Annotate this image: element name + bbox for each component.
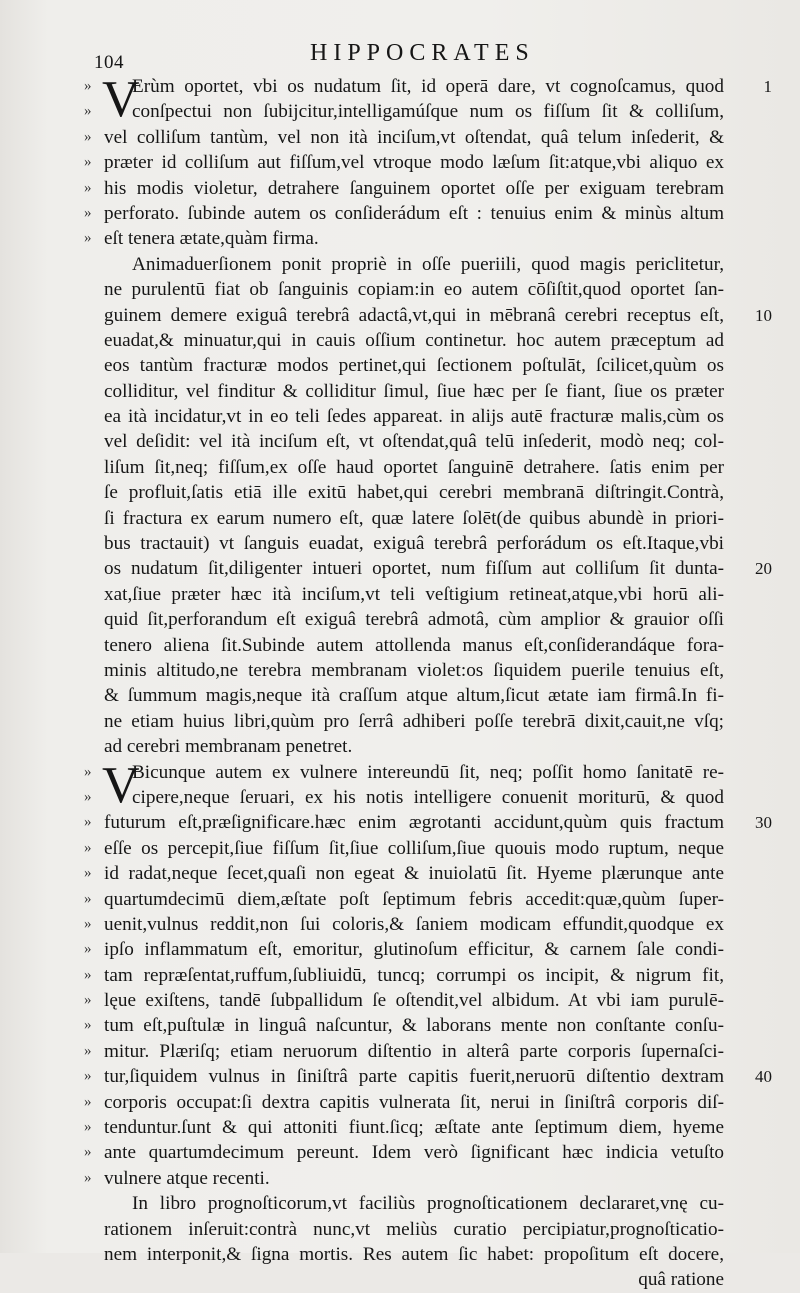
text-line	[104, 252, 724, 277]
page-number: 104	[94, 52, 124, 73]
quotation-mark: »	[84, 103, 92, 120]
text-line	[84, 861, 724, 886]
text-line	[84, 1039, 724, 1064]
text-line	[104, 1267, 724, 1292]
line-text: tur,ſiquidem vulnus in ſiniſtrâ parte capitis fuerit,neruorū diſtentio dextram	[104, 1066, 724, 1088]
quotation-mark: »	[84, 788, 92, 805]
text-line	[104, 480, 724, 505]
quotation-mark: »	[84, 1144, 92, 1161]
running-title: HIPPOCRATES	[310, 40, 535, 66]
line-text: vel deſidit: vel ità inciſum eſt, vt oſtendat,quâ telū inſederit, modò neq; col-	[104, 431, 724, 453]
text-line	[104, 455, 724, 480]
line-text: os nudatum ſit,diligenter intueri oportet, num fiſſum aut colliſum ſit dunta-	[104, 558, 724, 580]
text-line	[84, 988, 724, 1013]
text-line	[104, 303, 772, 328]
text-line	[84, 201, 724, 226]
quotation-mark: »	[84, 154, 92, 171]
quotation-mark: »	[84, 865, 92, 882]
text-line	[104, 531, 724, 556]
line-text: vel colliſum tantùm, vel non ità inciſum,vt oſtendat, quâ telum inſederit, &	[104, 126, 724, 148]
text-line	[104, 1242, 724, 1267]
text-line	[84, 226, 724, 251]
text-line	[84, 99, 724, 124]
quotation-mark: »	[84, 128, 92, 145]
line-text: tenero aliena ſit.Subinde autem attollenda manus eſt,conſiderandáque fora-	[104, 634, 724, 656]
text-line	[104, 607, 724, 632]
text-line	[84, 1013, 724, 1038]
line-number: 30	[755, 813, 772, 833]
text-line	[84, 1090, 724, 1115]
text-line	[84, 810, 772, 835]
text-line	[84, 1140, 724, 1165]
text-line	[104, 709, 724, 734]
quotation-mark: »	[84, 915, 92, 932]
line-text: & ſummum magis,neque ità craſſum atque altum,ſicut ætate iam firmâ.In fi-	[104, 685, 724, 707]
text-line	[104, 1217, 724, 1242]
text-line	[104, 404, 724, 429]
line-number: 1	[763, 77, 772, 96]
text-line	[104, 633, 724, 658]
body-text	[84, 71, 772, 1293]
quotation-mark: »	[84, 1042, 92, 1059]
quotation-mark: »	[84, 1017, 92, 1034]
line-text: quartumdecimū diem,æſtate poſt ſeptimum febris accedit:quæ,quùm ſuper-	[104, 888, 724, 910]
line-text: ea ità incidatur,vt in eo teli ſedes appareat. in alijs autē fracturæ malis,cùm os	[104, 406, 724, 428]
line-text: xat,ſiue præter hæc ità inciſum,vt teli veſtigium retineat,atque,vbi horū ali-	[104, 583, 724, 605]
text-line	[84, 125, 724, 150]
text-line	[104, 658, 724, 683]
line-text: tenduntur.ſunt & qui attoniti fiunt.ſicq; æſtate ante ſeptimum diem, hyeme	[104, 1117, 724, 1139]
line-text: ante quartumdecimum pereunt. Idem verò ſignificant hæc indicia vetuſto	[104, 1142, 724, 1164]
text-line	[84, 937, 724, 962]
text-line	[104, 353, 724, 378]
line-text: ne purulentū fiat ob ſanguinis copiam:in eo autem cōſiſtit,quod oportet ſan-	[104, 279, 724, 301]
text-line	[104, 429, 724, 454]
line-text: eſſe os percepit,ſiue fiſſum ſit,ſiue colliſum,ſiue quouis modo ruptum, neque	[104, 837, 724, 859]
quotation-mark: »	[84, 763, 92, 780]
line-number: 10	[755, 305, 772, 325]
text-line	[104, 379, 724, 404]
line-text: corporis occupat:ſi dextra capitis vulnerata ſit, nerui in ſiniſtrâ corporis diſ-	[104, 1091, 724, 1113]
text-line	[84, 176, 724, 201]
page-header	[94, 40, 734, 73]
initial-letter: V	[102, 71, 140, 128]
quotation-mark: »	[84, 230, 92, 247]
line-text: In libro prognoſticorum,vt faciliùs prognoſticationem declararet,vnę cu-	[132, 1193, 724, 1215]
text-line	[84, 912, 724, 937]
line-text: eos tantùm fracturæ modos pertinet,qui ſectionem poſtulāt, ſcilicet,quùm os	[104, 355, 724, 377]
text-line	[84, 963, 724, 988]
line-text: præter id colliſum aut fiſſum,vel vtroque modo læſum ſit:atque,vbi aliquo ex	[104, 152, 724, 174]
text-line	[104, 556, 772, 581]
line-text: euadat,& minuatur,qui in cauis oſſium continetur. hoc autem præceptum ad	[104, 329, 724, 351]
line-text: uenit,vulnus reddit,non ſui coloris,& ſaniem modicam effundit,quodque ex	[104, 913, 724, 935]
quotation-mark: »	[84, 839, 92, 856]
quotation-mark: »	[84, 1169, 92, 1186]
line-text: vulnere atque recenti.	[104, 1167, 270, 1189]
line-text: Erùm oportet, vbi os nudatum ſit, id operā dare, vt cognoſcamus, quod	[132, 76, 724, 97]
text-line	[104, 683, 724, 708]
line-text: lęue exiſtens, tandē ſubpallidum ſe oſtendit,vel albidum. At vbi iam purulē-	[104, 990, 724, 1012]
text-line	[104, 506, 724, 531]
line-text: his modis violetur, detrahere ſanguinem oportet oſſe per exiguam terebram	[104, 177, 724, 199]
line-text: nem interponit,& ſigna mortis. Res autem ſic habet: propoſitum eſt docere,	[104, 1243, 724, 1265]
line-text: futurum eſt,præſignificare.hæc enim ægrotanti accidunt,quùm quis fractum	[104, 812, 724, 834]
quotation-mark: »	[84, 992, 92, 1009]
line-text: mitur. Plæriſq; etiam neruorum diſtentio in alterâ parte corporis ſupernaſci-	[104, 1040, 724, 1062]
quotation-mark: »	[84, 966, 92, 983]
line-number: 20	[755, 559, 772, 579]
line-text: ne etiam huius libri,quùm pro ſerrâ adhiberi poſſe terebrā dixit,cauit,ne vſq;	[104, 710, 724, 732]
quotation-mark: »	[84, 890, 92, 907]
line-text: guinem demere exiguâ terebrâ adactâ,vt,qui in mēbranâ cerebri receptus eſt,	[104, 304, 724, 326]
text-line	[84, 785, 724, 810]
line-text: ipſo inflammatum eſt, emoritur, glutinoſum efficitur, & carnem ſale condi-	[104, 939, 724, 961]
line-text: ſi fractura ex earum numero eſt, quæ latere ſolēt(de quibus abundè in priori-	[104, 507, 724, 529]
text-line	[84, 836, 724, 861]
line-text: rationem inſeruit:contrà nunc,vt meliùs curatio percipiatur,prognoſticatio-	[104, 1218, 724, 1240]
line-text: Bicunque autem ex vulnere intereundū ſit, neq; poſſit homo ſanitatē re-	[132, 761, 724, 783]
line-text: eſt tenera ætate,quàm firma.	[104, 228, 319, 250]
text-line	[104, 734, 724, 759]
line-text: bus tractauit) vt ſanguis euadat, exiguâ terebrâ perforádum os eſt.Itaque,vbi	[104, 533, 724, 555]
initial-letter: V	[102, 756, 140, 814]
line-text: id radat,neque ſecet,quaſi non egeat & inuiolatū ſit. Hyeme plærunque ante	[104, 863, 724, 885]
quotation-mark: »	[84, 941, 92, 958]
text-line	[104, 328, 724, 353]
line-text: quid ſit,perforandum eſt exiguâ terebrâ admotâ, cùm amplior & grauior oſſi	[104, 609, 724, 631]
line-text: cipere,neque ſeruari, ex his notis intelligere conuenit moriturū, & quod	[132, 786, 724, 808]
quotation-mark: »	[84, 204, 92, 221]
line-text: ſe profluit,ſatis etiā ille exitū habet,qui cerebri membranā diſtringit.Contrà,	[104, 482, 724, 504]
text-line	[104, 277, 724, 302]
text-line	[84, 1166, 724, 1191]
line-text: perforato. ſubinde autem os conſiderádum eſt : tenuius enim & minùs altum	[104, 202, 724, 224]
line-text: ad cerebri membranam penetret.	[104, 736, 353, 758]
line-text: tam repræſentat,ruffum,ſubliuidū, tuncq; corrumpi os incipit, & nigrum fit,	[104, 964, 724, 986]
text-line	[84, 150, 724, 175]
line-text: tum eſt,puſtulæ in linguâ naſcuntur, & laborans mente non conſtante conſu-	[104, 1015, 724, 1037]
line-text: Animaduerſionem ponit propriè in oſſe pueriili, quod magis periclitetur,	[132, 253, 724, 275]
quotation-mark: »	[84, 1119, 92, 1136]
text-line	[84, 1115, 724, 1140]
quotation-mark: »	[84, 1068, 92, 1085]
quotation-mark: »	[84, 814, 92, 831]
line-text: quâ ratione	[638, 1269, 724, 1291]
line-text: minis altitudo,ne terebra membranam violet:os ſiquidem puerile tenuius eſt,	[104, 659, 724, 681]
quotation-mark: »	[84, 78, 92, 94]
line-text: liſum ſit,neq; fiſſum,ex oſſe haud oportet ſanguinē detrahere. ſatis enim per	[104, 456, 724, 478]
line-text: colliditur, vel finditur & colliditur ſimul, ſiue hæc per ſe fiant, ſiue os præter	[104, 380, 724, 402]
text-line	[84, 1064, 772, 1089]
line-text: conſpectui non ſubijcitur,intelligamúſque num os fiſſum ſit & colliſum,	[132, 101, 724, 123]
quotation-mark: »	[84, 179, 92, 196]
text-line	[84, 887, 724, 912]
quotation-mark: »	[84, 1093, 92, 1110]
text-line	[104, 1191, 724, 1216]
text-line	[104, 582, 724, 607]
line-number: 40	[755, 1067, 772, 1087]
